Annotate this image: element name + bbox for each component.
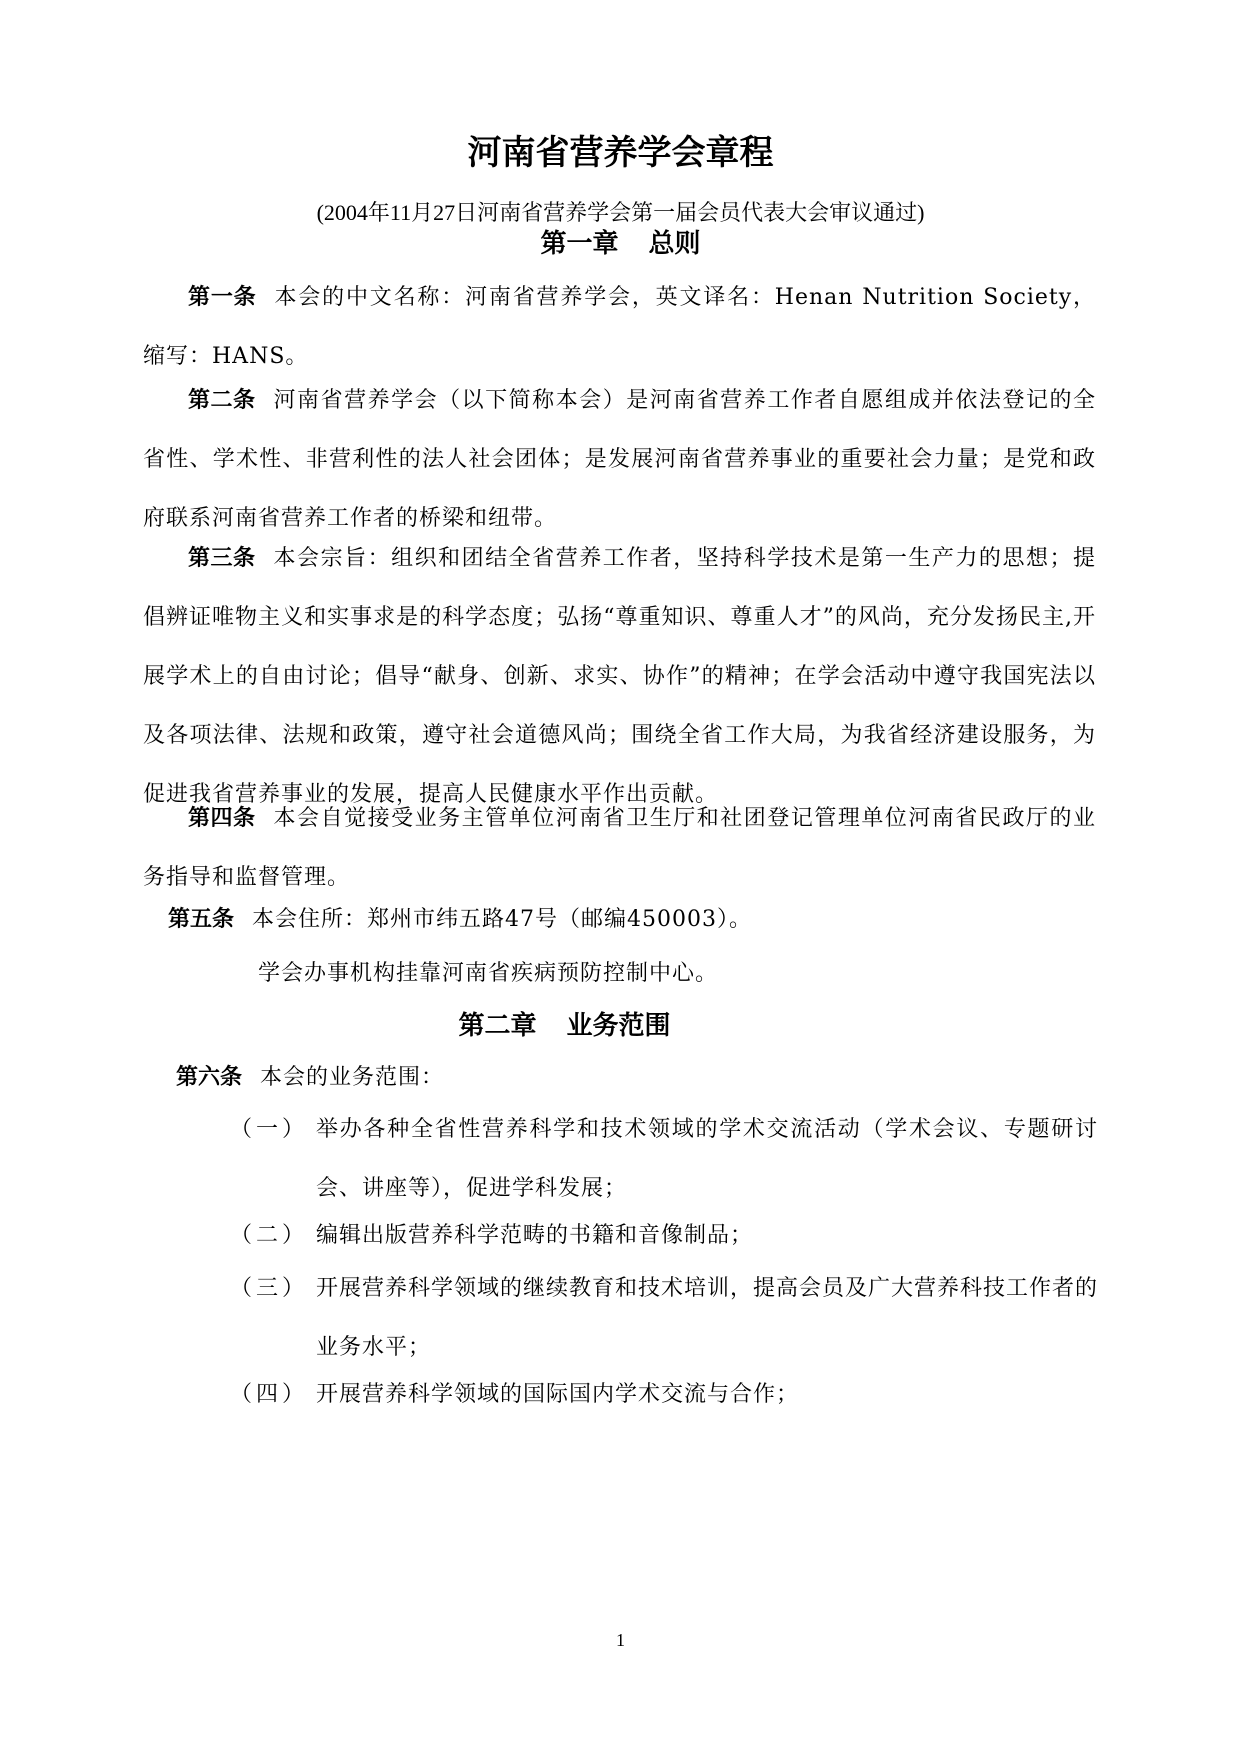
article-text: 本会自觉接受业务主管单位河南省卫生厅和社团登记管理单位河南省民政厅的业务指导和监督管理。	[143, 806, 1096, 890]
list-item	[230, 1259, 1098, 1377]
list-item-text: 编辑出版营养科学范畴的书籍和音像制品；	[316, 1223, 754, 1248]
list-item	[230, 1100, 1098, 1218]
article-paragraph	[143, 789, 1096, 907]
list-item-text: 开展营养科学领域的国际国内学术交流与合作；	[316, 1382, 800, 1407]
list-item	[230, 1206, 1098, 1265]
list-item	[230, 1365, 1098, 1424]
article-paragraph	[143, 268, 1096, 386]
article-label: 第三条	[188, 546, 256, 571]
article-label: 第五条	[168, 907, 235, 932]
chapter-number: 第一章	[540, 229, 619, 259]
article-paragraph	[176, 1058, 444, 1098]
article-label: 第二条	[188, 388, 256, 413]
article-text: 本会的业务范围：	[260, 1065, 445, 1090]
chapter-number: 第二章	[458, 1011, 537, 1041]
list-item-text: 举办各种全省性营养科学和技术领域的学术交流活动（学术会议、专题研讨会、讲座等），促进学科发展；	[316, 1117, 1098, 1201]
list-item-number: （二）	[230, 1223, 309, 1248]
chapter-name: 总则	[648, 229, 701, 259]
chapter-heading	[0, 222, 1241, 266]
article-text: 本会宗旨：组织和团结全省营养工作者，坚持科学技术是第一生产力的思想；提倡辨证唯物主义和实事求是的科学态度；弘扬“尊重知识、尊重人才”的风尚，充分发扬民主,开展学术上的自由讨论；倡导“献身、创新、求实、协作”的精神；在学会活动中遵守我国宪法以及各项法律、法规和政策，遵守社会道德风尚；围绕全省工作大局，为我省经济建设服务，为促进我省营养事业的发展，提高人民健康水平作出贡献。	[143, 546, 1096, 807]
document-subtitle: (2004年11月27日河南省营养学会第一届会员代表大会审议通过)	[316, 200, 925, 225]
article-label: 第六条	[176, 1065, 243, 1090]
article-text: 本会住所：郑州市纬五路47号（邮编450003）。	[252, 907, 752, 932]
article-label: 第四条	[188, 806, 256, 831]
article-paragraph	[168, 900, 752, 940]
list-item-number: （四）	[230, 1382, 309, 1407]
article-text: 河南省营养学会（以下简称本会）是河南省营养工作者自愿组成并依法登记的全省性、学术性、非营利性的法人社会团体；是发展河南省营养事业的重要社会力量；是党和政府联系河南省营养工作者的桥梁和纽带。	[143, 388, 1096, 531]
chapter-heading	[0, 1004, 1185, 1048]
list-item-text: 开展营养科学领域的继续教育和技术培训，提高会员及广大营养科技工作者的业务水平；	[316, 1276, 1099, 1360]
article-paragraph	[143, 371, 1096, 548]
article-note: 学会办事机构挂靠河南省疾病预防控制中心。	[258, 961, 719, 986]
page-number: 1	[616, 1630, 625, 1650]
article-paragraph	[143, 529, 1096, 824]
article-text: 本会的中文名称：河南省营养学会，英文译名：Henan Nutrition Society，缩写：HANS。	[143, 285, 1096, 369]
document-title: 河南省营养学会章程	[467, 133, 774, 173]
list-item-number: （三）	[230, 1276, 309, 1301]
article-label: 第一条	[188, 285, 257, 310]
list-item-number: （一）	[230, 1117, 309, 1142]
chapter-name: 业务范围	[566, 1011, 671, 1041]
